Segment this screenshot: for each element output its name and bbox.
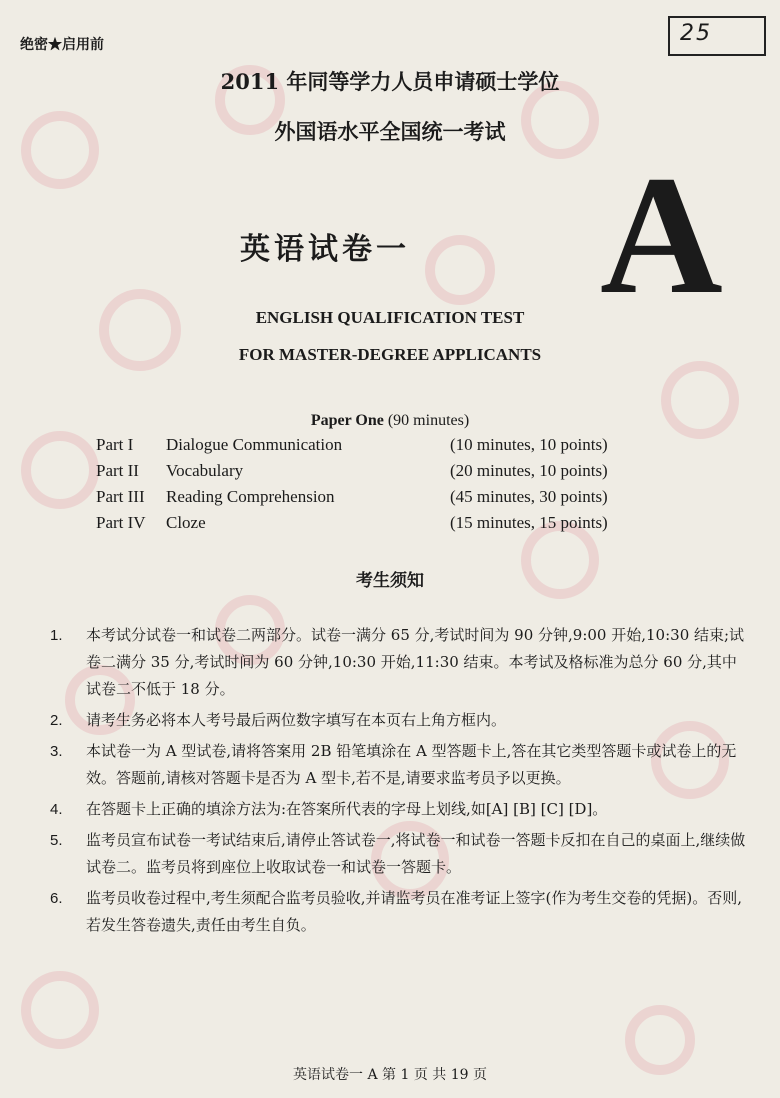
notice-item — [50, 738, 750, 792]
part-detail: (15 minutes, 15 points) — [450, 513, 608, 532]
exam-title-line2: 外国语水平全国统一考试 — [274, 119, 506, 144]
paper-name: Paper One — [310, 412, 384, 429]
english-title-line2: FOR MASTER-DEGREE APPLICANTS — [238, 345, 542, 364]
paper-title: 英语试卷一 — [240, 232, 410, 267]
notice-item — [50, 796, 750, 823]
paper-time: (90 minutes) — [387, 412, 470, 429]
paper-type-letter: A — [600, 141, 723, 329]
part-row — [96, 435, 666, 461]
parts-list — [96, 435, 666, 539]
notice-item-text: 监考员收卷过程中,考生须配合监考员验收,并请监考员在准考证上签字(作为考生交卷的凭据)。否则,若发生答卷遗失,责任由考生自负。 — [86, 889, 743, 934]
paper-heading — [0, 412, 780, 430]
part-detail: (10 minutes, 10 points) — [450, 435, 608, 454]
part-title: Cloze — [166, 513, 206, 532]
notice-item-text: 本考试分试卷一和试卷二两部分。试卷一满分 65 分,考试时间为 90 分钟,9:00 开始,10:30 结束;试卷二满分 35 分,考试时间为 60 分钟,10:30 开始,11:30 结束。本考试及格标准为总分 60 分,其中试卷二不低于 18 分。 — [86, 626, 745, 698]
notice-item-number: 1. — [50, 627, 63, 644]
notice-item — [50, 622, 750, 703]
notice-item-number: 6. — [50, 890, 63, 907]
part-number: Part I — [96, 435, 134, 454]
part-title: Reading Comprehension — [166, 487, 335, 506]
page-footer: 英语试卷一 A 第 1 页 共 19 页 — [293, 1067, 487, 1083]
notice-item-number: 4. — [50, 801, 63, 818]
part-row — [96, 513, 666, 539]
notice-item-number: 5. — [50, 832, 63, 849]
part-number: Part IV — [96, 513, 146, 532]
exam-number-box — [668, 16, 766, 56]
part-detail: (20 minutes, 10 points) — [450, 461, 608, 480]
part-title: Vocabulary — [166, 461, 244, 480]
notice-item-text: 监考员宣布试卷一考试结束后,请停止答试卷一,将试卷一和试卷一答题卡反扣在自己的桌面上,继续做试卷二。监考员将到座位上收取试卷一和试卷一答题卡。 — [86, 831, 746, 876]
part-number: Part II — [96, 461, 139, 480]
exam-title-line1: 2011 年同等学力人员申请硕士学位 — [220, 69, 560, 94]
exam-number-handwritten: 25 — [680, 21, 712, 46]
part-row — [96, 461, 666, 487]
notice-item — [50, 827, 750, 881]
notice-heading: 考生须知 — [356, 571, 424, 591]
notice-list — [50, 622, 750, 943]
part-number: Part III — [96, 487, 145, 506]
notice-item-text: 请考生务必将本人考号最后两位数字填写在本页右上角方框内。 — [86, 711, 507, 729]
english-title-line1: ENGLISH QUALIFICATION TEST — [255, 308, 525, 327]
notice-item — [50, 707, 750, 734]
part-detail: (45 minutes, 30 points) — [450, 487, 608, 506]
notice-item-text: 本试卷一为 A 型试卷,请将答案用 2B 铅笔填涂在 A 型答题卡上,答在其它类型答题卡或试卷上的无效。答题前,请核对答题卡是否为 A 型卡,若不是,请要求监考员予以更换。 — [86, 742, 737, 787]
part-row — [96, 487, 666, 513]
confidential-label: 绝密★启用前 — [20, 37, 104, 53]
part-title: Dialogue Communication — [166, 435, 343, 454]
notice-item-text: 在答题卡上正确的填涂方法为:在答案所代表的字母上划线,如[A] [B] [C] [D]。 — [86, 800, 608, 818]
notice-item-number: 3. — [50, 743, 63, 760]
notice-item-number: 2. — [50, 712, 63, 729]
notice-item — [50, 885, 750, 939]
